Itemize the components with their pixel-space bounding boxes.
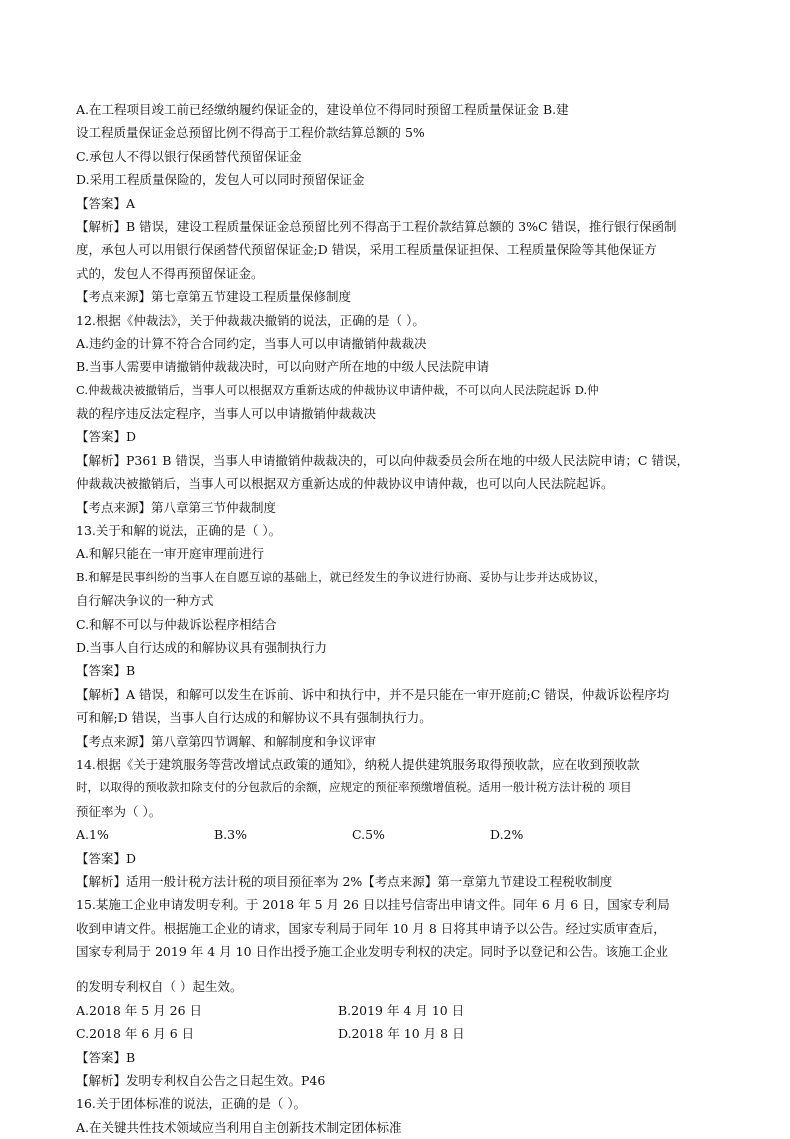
q12-analysis: 仲裁裁决被撤销后，当事人可以根据双方重新达成的仲裁协议申请仲裁，也可以向人民法院起诉。 [76,476,614,492]
q13-analysis: 可和解;D 错误，当事人自行达成的和解协议不具有强制执行力。 [76,710,432,726]
q15-options-row2 [76,1022,726,1045]
q15-option-b: B.2019 年 4 月 10 日 [338,1002,465,1018]
q15-analysis: 【解析】发明专利权自公告之日起生效。P46 [76,1073,326,1089]
q14-analysis: 【解析】适用一般计税方法计税的项目预征率为 2%【考点来源】第一章第九节建设工程税收制度 [76,873,613,889]
q15-option-c: C.2018 年 6 月 6 日 [76,1026,195,1042]
q12-option-c-d: C.仲裁裁决被撤销后，当事人可以根据双方重新达成的仲裁协议申请仲裁，不可以向人民法院起诉 D.仲 [76,382,599,397]
q11-answer: 【答案】A [76,195,136,211]
q13-stem: 13.关于和解的说法，正确的是（ ）。 [76,523,282,539]
q13-option-b-cont: 自行解决争议的一种方式 [76,593,214,609]
q11-analysis: 【解析】B 错误，建设工程质量保证金总预留比列不得高于工程价款结算总额的 3%C 错误，推行银行保函制 [76,218,677,234]
q15-option-a: A.2018 年 5 月 26 日 [76,1002,203,1018]
document-page [76,98,726,1139]
q12-option-b: B.当事人需要申请撤销仲裁裁决时，可以向财产所在地的中级人民法院申请 [76,359,490,375]
q13-option-c: C.和解不可以与仲裁诉讼程序相结合 [76,616,277,632]
q11-option-b-cont: 设工程质量保证金总预留比例不得高于工程价款结算总额的 5% [76,125,425,141]
q14-option-c: C.5% [352,827,385,843]
q12-option-d-cont: 裁的程序违反法定程序，当事人可以申请撤销仲裁裁决 [76,406,377,422]
q15-stem: 的发明专利权自（ ）起生效。 [76,979,243,995]
q14-options [76,823,726,846]
q16-stem: 16.关于团体标准的说法，正确的是（ ）。 [76,1096,307,1112]
q13-analysis: 【解析】A 错误，和解可以发生在诉前、诉中和执行中，并不是只能在一审开庭前;C 错误，仲裁诉讼程序均 [76,686,670,702]
q14-stem: 14.根据《关于建筑服务等营改增试点政策的通知》，纳税人提供建筑服务取得预收款，应在收到预收款 [76,756,640,772]
q15-options-row1 [76,999,726,1022]
q14-answer: 【答案】D [76,850,137,866]
q11-option-a-b: A.在工程项目竣工前已经缴纳履约保证金的，建设单位不得同时预留工程质量保证金 B.建 [76,102,569,117]
q11-option-c: C.承包人不得以银行保函替代预留保证金 [76,148,302,164]
q15-stem: 15.某施工企业申请发明专利。于 2018 年 5 月 26 日以挂号信寄出申请文件。同年 6 月 6 日，国家专利局 [76,897,670,913]
q11-source: 【考点来源】第七章第五节建设工程质量保修制度 [76,289,352,305]
q14-stem: 预征率为（ ）。 [76,803,162,819]
q11-analysis: 式的，发包人不得再预留保证金。 [76,265,264,281]
q15-stem: 收到申请文件。根据施工企业的请求，国家专利局于同年 10 月 8 日将其申请予以公告。经过实质审查后， [76,920,666,936]
q11-option-d: D.采用工程质量保险的，发包人可以同时预留保证金 [76,172,365,188]
q14-option-b: B.3% [214,827,247,843]
q13-option-a: A.和解只能在一审开庭审理前进行 [76,546,265,562]
paragraph-gap [76,963,726,975]
q13-option-b: B.和解是民事纠纷的当事人在自愿互谅的基础上，就已经发生的争议进行协商、妥协与让步并达成协议， [76,569,606,584]
q14-option-d: D.2% [490,827,524,843]
q14-stem: 时，以取得的预收款扣除支付的分包款后的余额，应规定的预征率预缴增值税。适用一般计税方法计税的 项目 [76,780,632,795]
q15-stem: 国家专利局于 2019 年 4 月 10 日作出授予施工企业发明专利权的决定。同时予以登记和公告。该施工企业 [76,944,669,960]
q13-source: 【考点来源】第八章第四节调解、和解制度和争议评审 [76,733,377,749]
q16-option-a: A.在关键共性技术领域应当利用自主创新技术制定团体标准 [76,1119,402,1135]
q15-option-d: D.2018 年 10 月 8 日 [338,1026,465,1042]
q12-option-a: A.违约金的计算不符合合同约定，当事人可以申请撤销仲裁裁决 [76,335,427,351]
q11-analysis: 度，承包人可以用银行保函替代预留保证金;D 错误，采用工程质量保证担保、工程质量保险等其他保证方 [76,242,657,258]
q12-stem: 12.根据《仲裁法》，关于仲裁裁决撤销的说法，正确的是（ ）。 [76,312,425,328]
q13-answer: 【答案】B [76,663,136,679]
q13-option-d: D.当事人自行达成的和解协议具有强制执行力 [76,639,328,655]
q15-answer: 【答案】B [76,1049,136,1065]
q12-analysis: 【解析】P361 B 错误，当事人申请撤销仲裁裁决的，可以向仲裁委员会所在地的中级人民法院申请；C 错误， [76,452,689,468]
q14-option-a: A.1% [76,827,109,843]
q12-source: 【考点来源】第八章第三节仲裁制度 [76,499,277,515]
q12-answer: 【答案】D [76,429,137,445]
